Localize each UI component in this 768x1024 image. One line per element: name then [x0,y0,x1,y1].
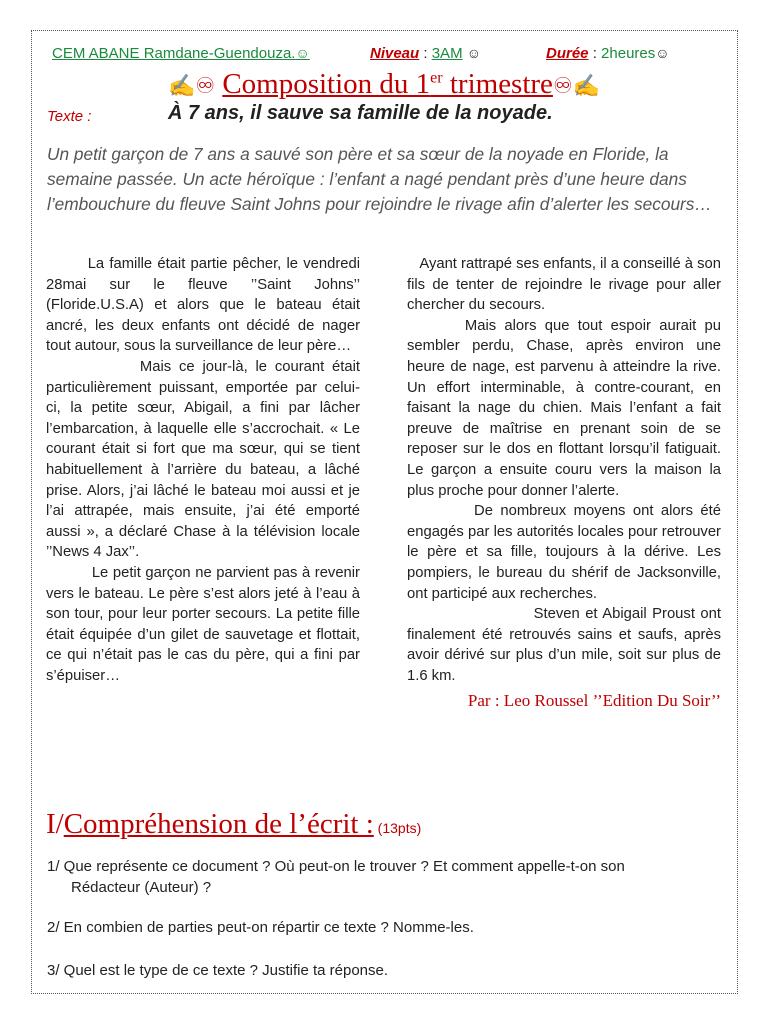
writing-hand-ornament-icon: ✍♾ [167,73,216,98]
question-2: 2/ En combien de parties peut-on répartir ce texte ? Nomme-les. [47,919,474,936]
writing-hand-ornament-icon: ♾✍ [552,73,601,98]
paragraph: Steven et Abigail Proust ont finalement été retrouvés sains et saufs, après avoir dérivé sur plus d’un mile, soit sur plus de 1.6 km. [407,606,721,684]
level-info: Niveau : 3AM ☺ [370,45,482,62]
question-1: 1/ Que représente ce document ? Où peut-on le trouver ? Et comment appelle-t-on son Rédacteur (Auteur) ? [47,858,625,896]
school-name: CEM ABANE Ramdane-Guendouza.☺ [52,45,310,62]
smiley-icon: ☺ [655,45,670,61]
article-headline: À 7 ans, il sauve sa famille de la noyade. [168,102,553,124]
article-column-left [46,254,360,686]
level-label: Niveau [370,45,420,62]
paragraph: De nombreux moyens ont alors été engagés par les autorités locales pour retrouver le père et sa fille, toujours à la dérive. Les pompiers, le bureau du shérif de Jacksonville, ont participé aux recherches. [407,503,721,602]
question-3: 3/ Quel est le type de ce texte ? Justifie ta réponse. [47,962,389,979]
section-points: (13pts) [373,820,422,836]
duration-value: 2heures [601,45,656,62]
smiley-icon: ☺ [466,45,482,61]
level-value: 3AM [431,45,463,62]
article-byline: Par : Leo Roussel ’’Edition Du Soir’’ [467,691,721,711]
paragraph: Le petit garçon ne parvient pas à revenir vers le bateau. Le père s’est alors jeté à l’eau à son tour, pour leur porter secours. La petite fille était équipée d’un gilet de sauvetage et flottait, ce qui n’était pas le cas du père, qui a fini par s’épuiser… [46,564,360,684]
duration-info: Durée : 2heures☺ [546,45,670,62]
article-column-right [407,254,721,712]
article-lead: Un petit garçon de 7 ans a sauvé son père et sa sœur de la noyade en Floride, la semaine passée. Un acte héroïque : l’enfant a nagé pendant près d’une heure dans l’embouchure du fleuve Saint Johns pour rejoindre le rivage afin d’alerter les secours… [47,144,712,214]
text-label: Texte : [47,108,92,125]
paragraph: Mais ce jour-là, le courant était particulièrement puissant, emportée par celui-ci, la petite sœur, Abigail, a fini par lâcher l’embarcation, à laquelle elle s’accrochait. « Le courant était si fort que ma sœur, qui se tient habituellement à l’arrière du bateau, a lâché prise. Alors, j’ai lâché le bateau moi aussi et je l’ai attrapée, mais ensuite, j’ai été emporté aussi », a déclaré Chase à la télévision locale ’’News 4 Jax’’. [46,358,360,561]
page-title: ✍♾ Composition du 1er trimestre♾✍ [167,68,601,100]
paragraph: Ayant rattrapé ses enfants, il a conseillé à son fils de tenter de rejoindre le rivage pour aller chercher du secours. [407,256,721,314]
duration-label: Durée [546,45,589,62]
section-title: I/Compréhension de l’écrit : (13pts) [46,808,422,840]
paragraph: La famille était partie pêcher, le vendredi 28mai sur le fleuve ’’Saint Johns’’ (Floride.U.S.A) et alors que le bateau était ancré, les deux enfants ont décidé de nager tout autour, sous la surveillance de leur père… [46,256,360,355]
smiley-icon: ☺ [295,45,310,61]
paragraph: Mais alors que tout espoir aurait pu sembler perdu, Chase, après environ une heure de nage, est parvenu à atteindre la rive. Un effort interminable, à contre-courant, en faisant la nage du chien. Mais l’enfant a fait preuve de maîtrise en prenant soin de se reposer sur le dos en flottant lorsqu’il fatiguait. Le garçon a ensuite couru vers la maison la plus proche pour donner l’alerte. [407,317,721,499]
